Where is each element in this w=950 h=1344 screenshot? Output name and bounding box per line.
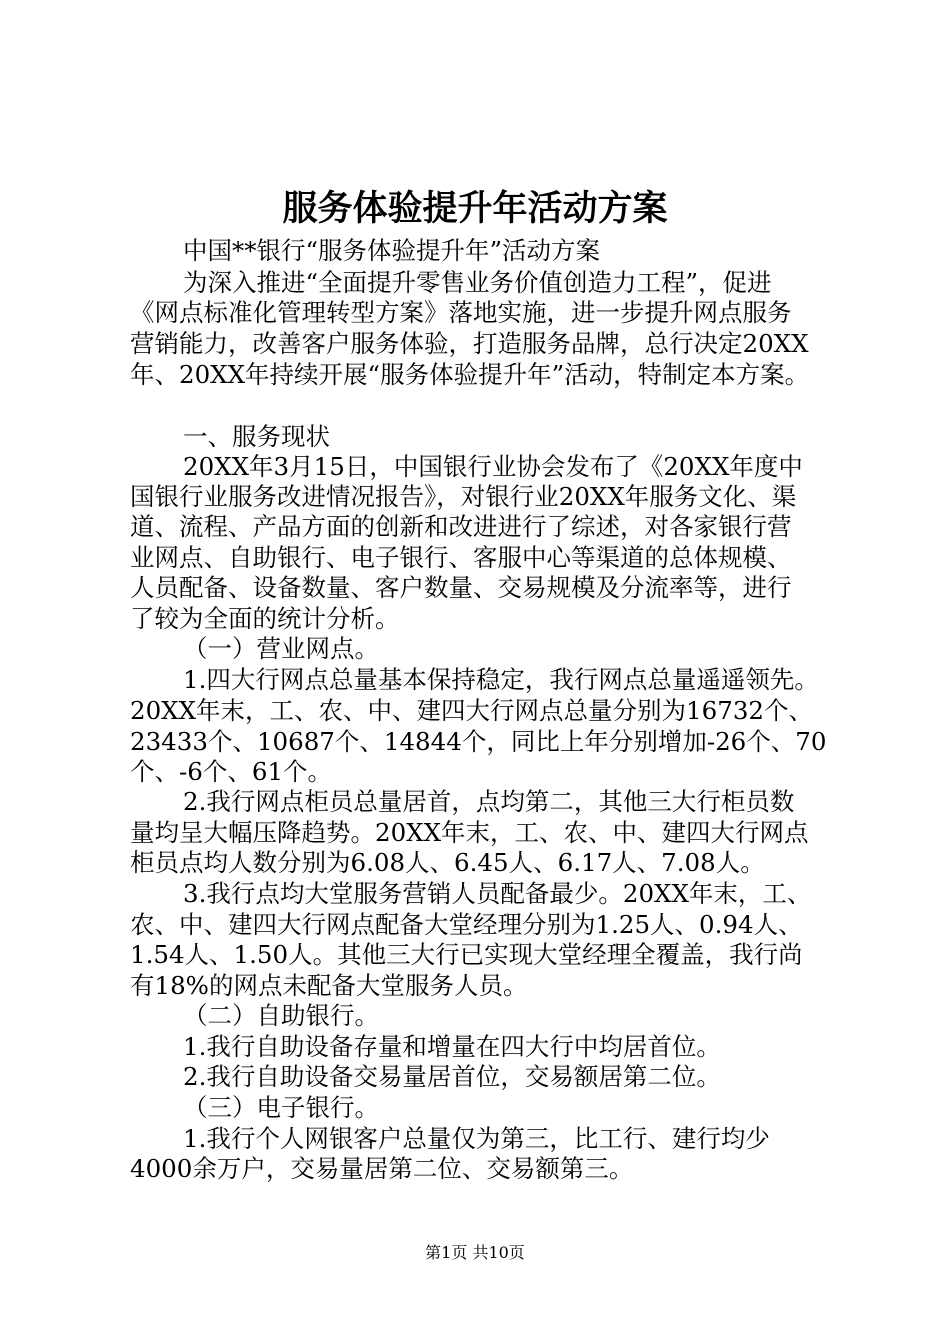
text-line: 柜员点均人数分别为6.08人、6.45人、6.17人、7.08人。 [130, 848, 765, 877]
text-line: 2.我行网点柜员总量居首，点均第二，其他三大行柜员数 [183, 787, 795, 816]
text-line: 有18%的网点未配备大堂服务人员。 [130, 971, 528, 1000]
text-line: 4000余万户，交易量居第二位、交易额第三。 [130, 1154, 634, 1183]
text-line: 为深入推进“全面提升零售业务价值创造力工程”，促进 [183, 268, 772, 297]
text-line: 1.54人、1.50人。其他三大行已实现大堂经理全覆盖，我行尚 [130, 940, 803, 969]
text-line: 营销能力，改善客户服务体验，打造服务品牌，总行决定20XX [130, 329, 809, 358]
text-line: 20XX年末，工、农、中、建四大行网点总量分别为16732个、 [130, 696, 813, 725]
text-line: 国银行业服务改进情况报告》，对银行业20XX年服务文化、渠 [130, 482, 797, 511]
section-heading: 一、服务现状 [183, 422, 330, 451]
text-line: 中国**银行“服务体验提升年”活动方案 [183, 236, 601, 265]
text-line: 1.我行自助设备存量和增量在四大行中均居首位。 [183, 1032, 721, 1061]
subsection-heading: （二）自助银行。 [183, 1001, 379, 1030]
text-line: 人员配备、设备数量、客户数量、交易规模及分流率等，进行 [130, 573, 792, 602]
text-line: 《网点标准化管理转型方案》落地实施，进一步提升网点服务 [130, 298, 792, 327]
text-line: 了较为全面的统计分析。 [130, 604, 400, 633]
text-line: 量均呈大幅压降趋势。20XX年末，工、农、中、建四大行网点 [130, 818, 809, 847]
text-line: 3.我行点均大堂服务营销人员配备最少。20XX年末，工、 [183, 879, 812, 908]
text-line: 23433个、10687个、14844个，同比上年分别增加-26个、70 [130, 727, 827, 756]
subsection-heading: （三）电子银行。 [183, 1093, 379, 1122]
document-title: 服务体验提升年活动方案 [282, 188, 668, 229]
text-line: 1.四大行网点总量基本保持稳定，我行网点总量遥遥领先。 [183, 665, 819, 694]
text-line: 业网点、自助银行、电子银行、客服中心等渠道的总体规模、 [130, 543, 792, 572]
page-footer: 第1页 共10页 [425, 1243, 525, 1262]
text-line: 2.我行自助设备交易量居首位，交易额居第二位。 [183, 1062, 721, 1091]
text-line: 个、-6个、61个。 [130, 757, 333, 786]
subsection-heading: （一）营业网点。 [183, 634, 379, 663]
text-line: 年、20XX年持续开展“服务体验提升年”活动，特制定本方案。 [130, 360, 810, 389]
text-line: 20XX年3月15日，中国银行业协会发布了《20XX年度中 [183, 452, 803, 481]
text-line: 道、流程、产品方面的创新和改进进行了综述，对各家银行营 [130, 512, 792, 541]
text-line: 1.我行个人网银客户总量仅为第三，比工行、建行均少 [183, 1124, 770, 1153]
text-line: 农、中、建四大行网点配备大堂经理分别为1.25人、0.94人、 [130, 910, 803, 939]
